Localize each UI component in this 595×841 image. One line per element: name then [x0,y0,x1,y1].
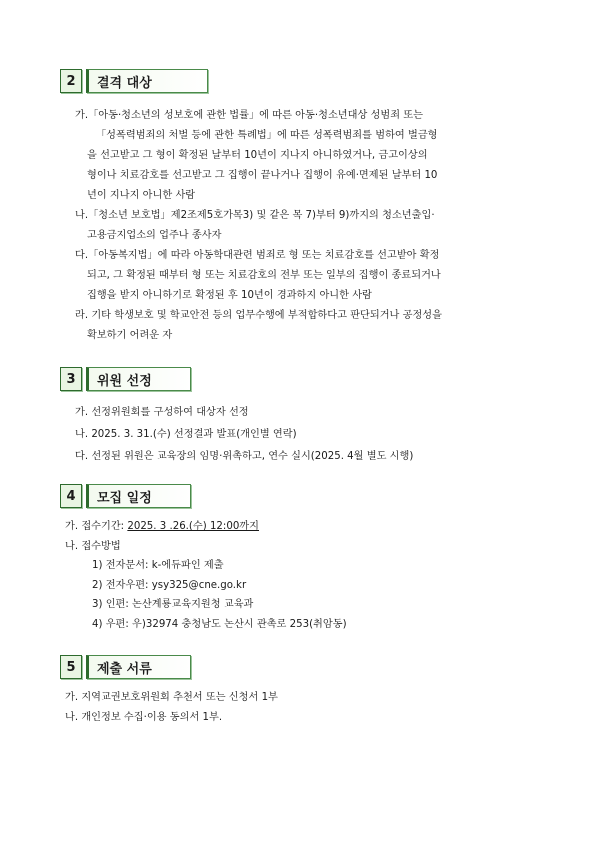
method-item: 3) 인편: 논산계룡교육지원청 교육과 [92,599,254,610]
section-number: 5 [60,655,82,679]
text-line: 다.「아동복지법」에 따라 아동학대관련 범죄로 형 또는 치료감호를 선고받아 확정 [75,250,440,261]
section-4-heading [60,484,191,510]
list-item: 다. 선정된 위원은 교육장의 임명·위촉하고, 연수 실시(2025. 4월 별도 시행) [75,451,414,462]
method-label: 나. 접수방법 [65,540,121,552]
text-line: 나.「청소년 보호법」제2조제5호가목3) 및 같은 목 7)부터 9)까지의 청소년출입· [75,210,435,221]
method-item: 1) 전자문서: k-에듀파인 제출 [92,560,224,571]
method-item: 2) 전자우편: ysy325@cne.go.kr [92,579,247,591]
section-3-heading [60,367,191,393]
period-label: 가. 접수기간: [65,521,128,532]
section-title: 모집 일정 [86,484,191,508]
section-title: 결격 대상 [86,69,208,93]
section-title: 위원 선정 [86,367,191,391]
list-item: 나. 2025. 3. 31.(수) 선정결과 발표(개인별 연락) [75,429,297,440]
section-number: 2 [60,69,82,93]
section-2-heading [60,69,208,95]
section-number: 3 [60,367,82,391]
text-line: 라. 기타 학생보호 및 학교안전 등의 업무수행에 부적합하다고 판단되거나 공정성을 [75,310,442,321]
text-line: 확보하기 어려운 자 [87,330,173,341]
period-value: 2025. 3 .26.(수) 12:00까지 [127,521,259,532]
text-line: 가.「아동·청소년의 성보호에 관한 법률」에 따른 아동·청소년대상 성범죄 또는 [75,110,423,121]
section-5-heading [60,655,191,681]
list-item: 나. 개인정보 수집·이용 동의서 1부. [65,712,223,723]
list-item: 가. 선정위원회를 구성하여 대상자 선정 [75,407,249,418]
section-title: 제출 서류 [86,655,191,679]
list-item: 가. 지역교권보호위원회 추천서 또는 신청서 1부 [65,692,278,703]
text-line: 고용금지업소의 업주나 종사자 [87,230,222,241]
text-line: 「성폭력범죄의 처벌 등에 관한 특례법」에 따른 성폭력범죄를 범하여 벌금형 [96,130,438,141]
eligibility-item-ra [75,306,442,346]
text-line: 을 선고받고 그 형이 확정된 날부터 10년이 지나지 아니하였거나, 금고이상의 [87,150,428,161]
eligibility-item-na [75,206,435,246]
eligibility-item-ga [75,106,438,206]
text-line: 되고, 그 확정된 때부터 형 또는 치료감호의 전부 또는 일부의 집행이 종료되거나 [87,270,441,281]
schedule-list [65,517,347,634]
documents-list [65,688,278,728]
method-item: 4) 우편: 우)32974 충청남도 논산시 관촉로 253(취암동) [92,618,347,630]
section-number: 4 [60,484,82,508]
application-period [65,517,347,537]
text-line: 집행을 받지 아니하기로 확정된 후 10년이 경과하지 아니한 사람 [87,290,372,301]
eligibility-item-da [75,246,441,306]
text-line: 형이나 치료감호를 선고받고 그 집행이 끝나거나 집행이 유예·면제된 날부터 10 [87,170,438,181]
selection-list [75,402,413,468]
text-line: 년이 지나지 아니한 사람 [87,190,196,201]
